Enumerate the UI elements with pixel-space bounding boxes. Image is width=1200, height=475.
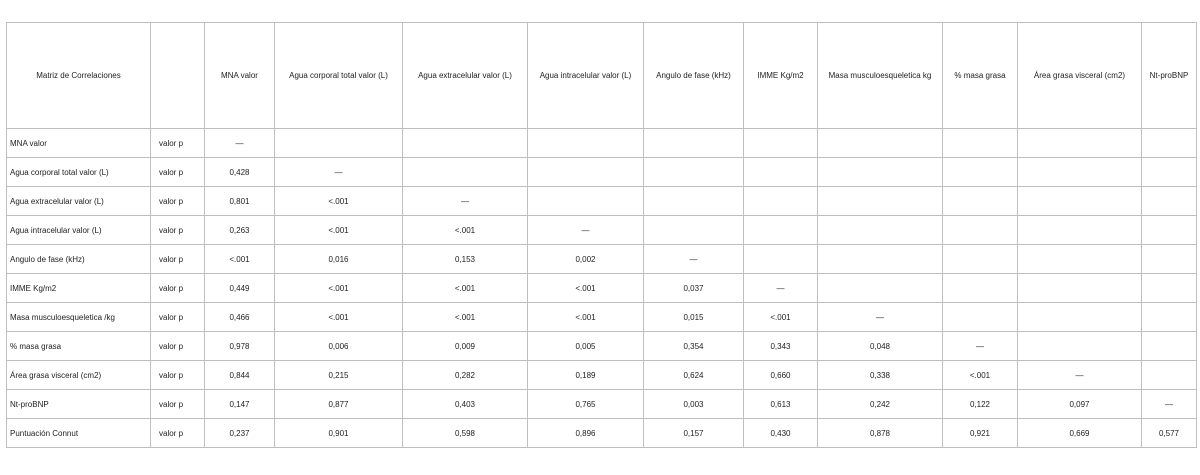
table-cell: 0,003 — [644, 390, 744, 419]
row-sublabel: valor p — [151, 245, 205, 274]
table-cell: 0,005 — [528, 332, 644, 361]
table-cell — [1018, 216, 1142, 245]
table-row — [7, 129, 1197, 158]
table-cell — [1018, 129, 1142, 158]
table-cell — [943, 129, 1018, 158]
column-header: Masa musculoesqueletica kg — [818, 23, 943, 129]
table-cell: — — [1018, 361, 1142, 390]
table-row — [7, 187, 1197, 216]
table-cell: — — [528, 216, 644, 245]
table-cell: 0,978 — [205, 332, 275, 361]
table-cell: 0,466 — [205, 303, 275, 332]
table-cell: 0,009 — [403, 332, 528, 361]
table-cell: — — [275, 158, 403, 187]
table-cell: <.001 — [403, 216, 528, 245]
table-cell: 0,801 — [205, 187, 275, 216]
table-cell — [1142, 303, 1197, 332]
table-cell — [744, 187, 818, 216]
table-cell: <.001 — [943, 361, 1018, 390]
table-cell — [644, 216, 744, 245]
column-header: MNA valor — [205, 23, 275, 129]
table-cell — [644, 129, 744, 158]
table-cell: 0,430 — [744, 419, 818, 448]
table-cell: 0,878 — [818, 419, 943, 448]
table-cell: 0,877 — [275, 390, 403, 419]
table-cell: — — [205, 129, 275, 158]
table-cell — [1142, 274, 1197, 303]
table-cell — [275, 129, 403, 158]
row-label: Agua corporal total valor (L) — [7, 158, 151, 187]
row-label: MNA valor — [7, 129, 151, 158]
row-label: % masa grasa — [7, 332, 151, 361]
table-cell: — — [818, 303, 943, 332]
row-sublabel: valor p — [151, 419, 205, 448]
table-cell — [943, 216, 1018, 245]
table-cell — [528, 158, 644, 187]
table-cell: 0,015 — [644, 303, 744, 332]
table-cell — [1142, 187, 1197, 216]
table-cell: 0,002 — [528, 245, 644, 274]
table-cell: 0,237 — [205, 419, 275, 448]
row-label: Angulo de fase (kHz) — [7, 245, 151, 274]
table-cell — [1142, 332, 1197, 361]
table-cell — [1018, 303, 1142, 332]
table-cell: 0,153 — [403, 245, 528, 274]
table-cell: 0,122 — [943, 390, 1018, 419]
table-cell: — — [943, 332, 1018, 361]
row-sublabel: valor p — [151, 274, 205, 303]
table-cell: — — [644, 245, 744, 274]
column-header: Nt-proBNP — [1142, 23, 1197, 129]
table-cell: 0,921 — [943, 419, 1018, 448]
row-label: Puntuación Connut — [7, 419, 151, 448]
table-row — [7, 361, 1197, 390]
table-cell: 0,765 — [528, 390, 644, 419]
table-cell: 0,282 — [403, 361, 528, 390]
table-cell — [943, 274, 1018, 303]
row-label: Masa musculoesqueletica /kg — [7, 303, 151, 332]
table-cell: 0,403 — [403, 390, 528, 419]
table-cell: <.001 — [403, 274, 528, 303]
row-label: Nt-proBNP — [7, 390, 151, 419]
table-cell: 0,624 — [644, 361, 744, 390]
table-cell: 0,354 — [644, 332, 744, 361]
table-cell: <.001 — [275, 303, 403, 332]
table-cell — [644, 187, 744, 216]
table-cell: <.001 — [275, 216, 403, 245]
column-header: Agua intracelular valor (L) — [528, 23, 644, 129]
table-cell — [1142, 361, 1197, 390]
row-sublabel: valor p — [151, 361, 205, 390]
table-cell: <.001 — [744, 303, 818, 332]
table-row — [7, 158, 1197, 187]
table-cell: 0,577 — [1142, 419, 1197, 448]
row-sublabel: valor p — [151, 390, 205, 419]
table-cell — [528, 129, 644, 158]
table-cell — [1018, 274, 1142, 303]
table-cell: 0,338 — [818, 361, 943, 390]
table-cell: <.001 — [528, 274, 644, 303]
table-cell: <.001 — [205, 245, 275, 274]
table-cell: 0,844 — [205, 361, 275, 390]
row-sublabel: valor p — [151, 216, 205, 245]
table-cell: 0,037 — [644, 274, 744, 303]
table-cell — [1018, 158, 1142, 187]
table-cell — [744, 216, 818, 245]
table-cell: 0,242 — [818, 390, 943, 419]
table-cell: 0,613 — [744, 390, 818, 419]
table-cell: 0,660 — [744, 361, 818, 390]
table-cell — [403, 129, 528, 158]
table-cell: 0,157 — [644, 419, 744, 448]
table-row — [7, 216, 1197, 245]
row-sublabel: valor p — [151, 303, 205, 332]
column-header: % masa grasa — [943, 23, 1018, 129]
row-label: Área grasa visceral (cm2) — [7, 361, 151, 390]
table-cell: 0,147 — [205, 390, 275, 419]
table-title: Matriz de Correlaciones — [7, 23, 151, 129]
table-cell — [744, 245, 818, 274]
table-cell: <.001 — [275, 187, 403, 216]
table-cell: 0,428 — [205, 158, 275, 187]
table-cell: <.001 — [528, 303, 644, 332]
table-cell — [1142, 245, 1197, 274]
table-cell: 0,449 — [205, 274, 275, 303]
table-row — [7, 390, 1197, 419]
header-row — [7, 23, 1197, 129]
table-cell — [818, 187, 943, 216]
table-cell: 0,669 — [1018, 419, 1142, 448]
correlation-table-container — [6, 22, 1197, 448]
table-cell — [1018, 332, 1142, 361]
row-sublabel: valor p — [151, 332, 205, 361]
table-cell: 0,343 — [744, 332, 818, 361]
table-cell — [1018, 245, 1142, 274]
table-cell — [1142, 129, 1197, 158]
table-cell: 0,097 — [1018, 390, 1142, 419]
table-cell — [943, 245, 1018, 274]
row-sublabel: valor p — [151, 129, 205, 158]
table-cell — [1142, 216, 1197, 245]
row-label: Agua extracelular valor (L) — [7, 187, 151, 216]
row-sublabel: valor p — [151, 187, 205, 216]
table-row — [7, 332, 1197, 361]
table-cell — [644, 158, 744, 187]
table-cell — [1018, 187, 1142, 216]
table-cell — [744, 158, 818, 187]
table-cell: — — [403, 187, 528, 216]
table-cell: <.001 — [403, 303, 528, 332]
table-cell: — — [1142, 390, 1197, 419]
table-row — [7, 419, 1197, 448]
column-header: Angulo de fase (kHz) — [644, 23, 744, 129]
table-row — [7, 303, 1197, 332]
header-empty-cell — [151, 23, 205, 129]
table-cell — [818, 158, 943, 187]
table-cell — [818, 274, 943, 303]
table-cell — [943, 303, 1018, 332]
table-cell: 0,189 — [528, 361, 644, 390]
column-header: Agua extracelular valor (L) — [403, 23, 528, 129]
table-cell: 0,215 — [275, 361, 403, 390]
table-cell — [943, 187, 1018, 216]
table-cell — [528, 187, 644, 216]
table-cell: 0,901 — [275, 419, 403, 448]
table-cell — [818, 129, 943, 158]
table-cell: 0,598 — [403, 419, 528, 448]
table-cell: 0,016 — [275, 245, 403, 274]
table-cell — [818, 245, 943, 274]
column-header: Agua corporal total valor (L) — [275, 23, 403, 129]
table-cell: <.001 — [275, 274, 403, 303]
table-cell: 0,263 — [205, 216, 275, 245]
table-cell — [403, 158, 528, 187]
row-label: IMME Kg/m2 — [7, 274, 151, 303]
correlation-matrix-table — [6, 22, 1197, 448]
row-sublabel: valor p — [151, 158, 205, 187]
table-cell — [818, 216, 943, 245]
table-cell: 0,048 — [818, 332, 943, 361]
table-row — [7, 245, 1197, 274]
table-cell: — — [744, 274, 818, 303]
column-header: IMME Kg/m2 — [744, 23, 818, 129]
table-cell — [744, 129, 818, 158]
table-cell — [1142, 158, 1197, 187]
table-body — [7, 129, 1197, 448]
row-label: Agua intracelular valor (L) — [7, 216, 151, 245]
table-cell: 0,896 — [528, 419, 644, 448]
table-cell: 0,006 — [275, 332, 403, 361]
table-row — [7, 274, 1197, 303]
column-header: Área grasa visceral (cm2) — [1018, 23, 1142, 129]
table-cell — [943, 158, 1018, 187]
